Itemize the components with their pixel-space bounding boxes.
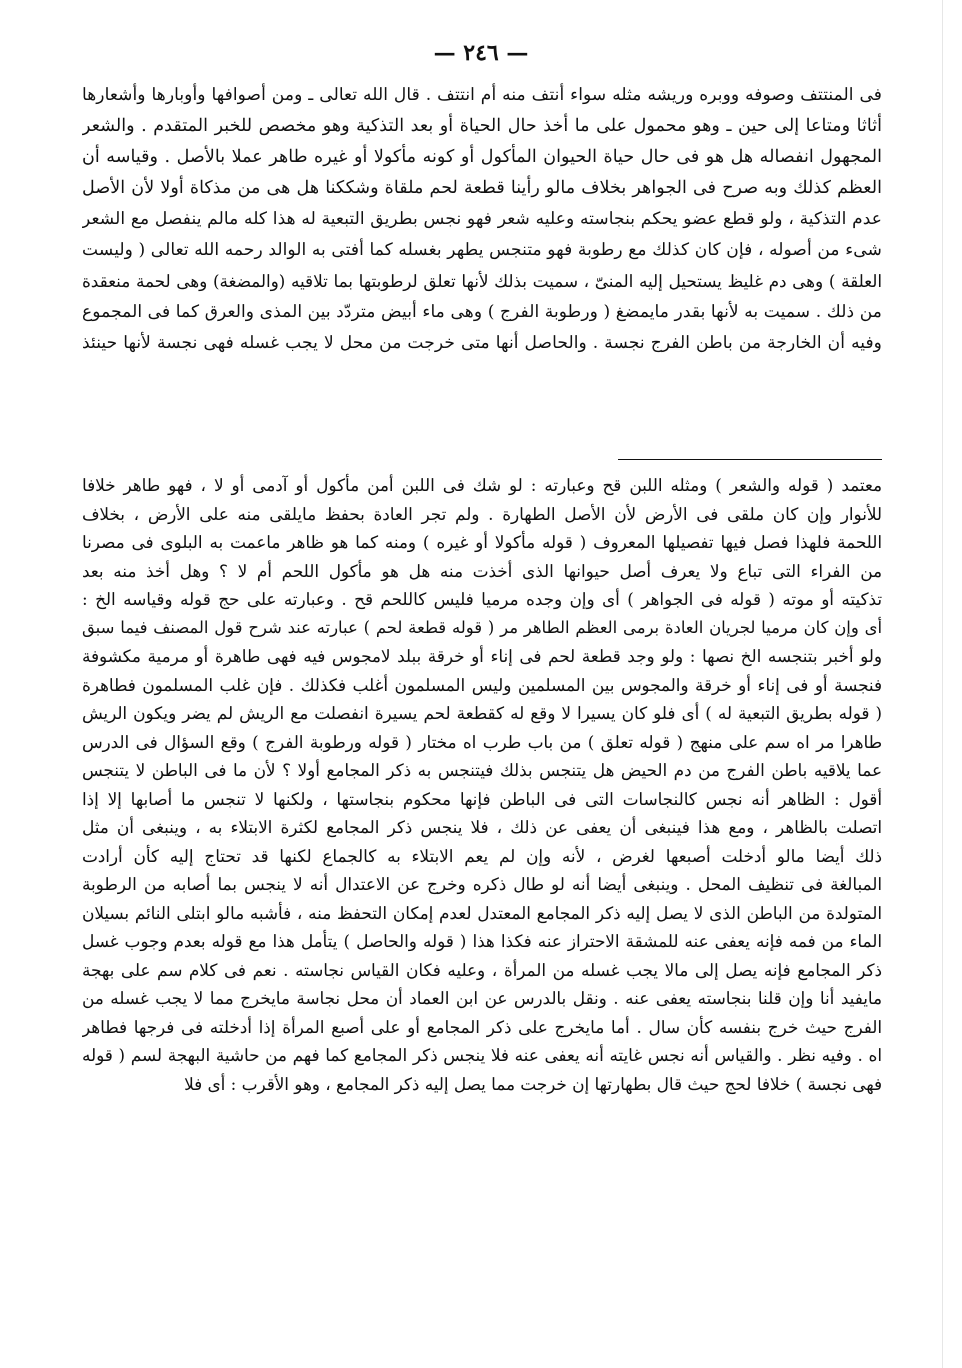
footnote-line: اه . وفيه نظر . والقياس أنه نجس غايته أنه يعفى عنه فلا ينجس ذكر المجامع كما فهم من حاشية البهجة لسم ( قوله — [82, 1045, 882, 1065]
footnote-line: اللحمة فلهذا فصل فيها تفصيلها المعروف ( قوله مأكولا أو غيره ) ومنه كما هو ظاهر ماعمت به البلوى فى مصرنا — [82, 532, 882, 552]
main-text-line: عدم التذكية ، ولو قطع عضو يحكم بنجاسته وعليه شعر فهو نجس بطريق التبعية له هذا كله مالم ينفصل مع الشعر — [82, 209, 882, 229]
main-text-line: من ذلك . سميت به لأنها بقدر مايمضغ ( ورطوبة الفرج ) وهى ماء أبيض متردّد بين المذى والعرق كما فى المجموع — [82, 302, 882, 322]
footnote-line: ذلك أيضا مالو أدخلت أصبعها لغرض ، لأنه وإن لم يعم الابتلاء به كالجماع لكنها قد تحتاج إليه كأن أرادت — [82, 845, 882, 866]
footnote-line: ( قوله بطريق التبعية له ) أى فلو كان يسيرا لا وقع له كقطعة لحم يسيرة انفصلت مع الريش لم يضر ويكون الريش — [82, 703, 882, 723]
main-text-line: العظم كذلك وبه صرح فى الجواهر بخلاف مالو رأينا قطعة لحم ملقاة وشككنا هل هى من مذكاة أولا لأن الأصل — [82, 178, 882, 198]
main-text-block — [82, 80, 882, 359]
footnote-line: من الفراء التى تباع ولا يعرف أصل حيوانها الذى أخذت منه هل هو مأكول اللحم أم لا ؟ وهل أخذ منه بعد — [82, 560, 882, 581]
footnote-line: أقول : الظاهر أنه نجس كالنجاسات التى فى الباطن فإنها محكوم بنجاستها ، ولكنها لا تنجس ما أصابها إلا إذا — [82, 788, 882, 809]
footnote-line: الماء من فمه فإنه يعفى عنه للمشقة الاحتراز عنه فكذا هذا ( قوله والحاصل ) يتأمل هذا مع قوله بعدم وجوب غسل — [82, 931, 882, 951]
main-text-line: أثاثا ومتاعا إلى حين ـ وهو محمول على ما أخذ حال الحياة أو بعد التذكية وهو مخصص للخبر المتقدم . والشعر — [82, 116, 882, 136]
page-number: — ٢٤٦ — — [433, 40, 529, 66]
footnote-line: معتمد ( قوله والشعر ) ومثله اللبن قح وعبارته : لو شك فى اللبن أمن مأكول أو آدمى أو لا ، فهو طاهر خلافا — [82, 475, 882, 495]
main-text-line: المجهول انفصاله هل هو فى حال حياة الحيوان المأكول أو كونه مأكولا أو غيره طاهر عملا بالأصل . وقياسه أن — [82, 147, 882, 167]
main-text-line: شىء من أصوله ، فإن كان كذلك مع رطوبة فهو متنجس يطهر بغسله كما أفتى به الوالد رحمه الله تعالى ( وليست — [82, 240, 882, 260]
footnote-line: عما يلاقيه باطن الفرج من دم الحيض هل يتنجس بذلك فيتنجس به ذكر المجامع أولا ؟ لأن ما فى الباطن لا يتنجس — [82, 760, 882, 780]
footnote-line: أى وإن كان مرميا لجريان العادة برمى العظم الطاهر مر ( قوله قطعة لحم ) عبارته عند شرح قول المصنف فيما سبق — [82, 617, 882, 637]
footnote-line: مايفيد أنا وإن قلنا بنجاسته يعفى عنه . ونقل بالدرس عن ابن العماد أن محل نجاسة مايخرج مما لا يجب غسله من — [82, 988, 882, 1008]
footnote-line: تذكيته أو موته ( قوله فى الجواهر ) أى وإن وجده مرميا فليس كاللحم قح . وعبارته على حج قوله وقياسه الخ : — [82, 589, 882, 609]
footnote-divider — [618, 459, 882, 460]
footnote-line: المتولدة من الباطن الذى لا يصل إليه ذكر المجامع المعتدل لعدم إمكان التحفظ منه ، فأشبه مالو ابتلى النائم بسيلان — [82, 902, 882, 923]
footnote-line: فنجسة أو فى إناء أو خرقة والمجوس بين المسلمين وليس المسلمون أغلب فكذلك . فإن غلب المسلمون فطاهرة — [82, 674, 882, 695]
main-text-line: العلقة ) وهى دم غليظ يستحيل إليه المنىّ ، سميت بذلك لأنها تعلق لرطوبتها بما تلاقيه (والمضغة) وهى لحمة منعقدة — [82, 271, 882, 291]
main-text-line: فى المنتتف وصوفه ووبره وريشه مثله سواء أنتف منه أم انتتف . قال الله تعالى ـ ومن أصوافها وأوبارها وأشعارها — [82, 85, 882, 105]
scan-edge-line — [942, 0, 943, 1368]
footnote-line: اتصلت بالظاهر ، ومع هذا فينبغى أن يعفى عن ذلك ، فلا ينجس ذكر المجامع لكثرة الابتلاء به ، وينبغى أن مثل — [82, 817, 882, 837]
footnote-line: فهى نجسة ) خلافا لحج حيث قال بطهارتها إن خرجت مما يصل إليه ذكر المجامع ، وهو الأقرب : أى فلا — [184, 1073, 882, 1094]
footnote-line: للأنوار وإن كان ملقى فى الأرض لأن الأصل الطهارة . ولم تجر العادة بحفظ مايلقى منه على الأرض ، بخلاف — [82, 503, 882, 524]
main-text-line: وفيه أن الخارجة من باطن الفرج نجسة . والحاصل أنها متى خرجت من محل لا يجب غسله فهى نجسة لأنها حينئذ — [82, 333, 882, 353]
footnote-text-block — [82, 471, 882, 1098]
footnote-line: طاهرا مر اه سم على منهج ( قوله تعلق ) من باب طرب اه مختار ( قوله ورطوبة الفرج ) وقع السؤال فى الدرس — [82, 731, 882, 752]
footnote-line: ولو أخبر بتنجسه الخ نصها : ولو وجد قطعة لحم فى إناء أو خرقة ببلد لامجوس فيه فهى طاهرة أو مرمية مكشوفة — [82, 646, 882, 666]
footnote-line: المبالغة فى تنظيف المحل . وينبغى أيضا أنه لو طال ذكره وخرج عن الاعتدال أنه لا ينجس بما أصابه من الرطوبة — [82, 874, 882, 894]
footnote-line: ذكر المجامع فإنه يصل إلى مالا يجب غسله من المرأة ، وعليه فكان القياس نجاسته . نعم فى كلام سم على بهجة — [82, 959, 882, 980]
footnote-line: الفرج حيث خرج بنفسه كأن سال . أما مايخرج على ذكر المجامع أو على أصبع المرأة إذا أدخلته فى فرجها فطاهر — [82, 1016, 882, 1037]
